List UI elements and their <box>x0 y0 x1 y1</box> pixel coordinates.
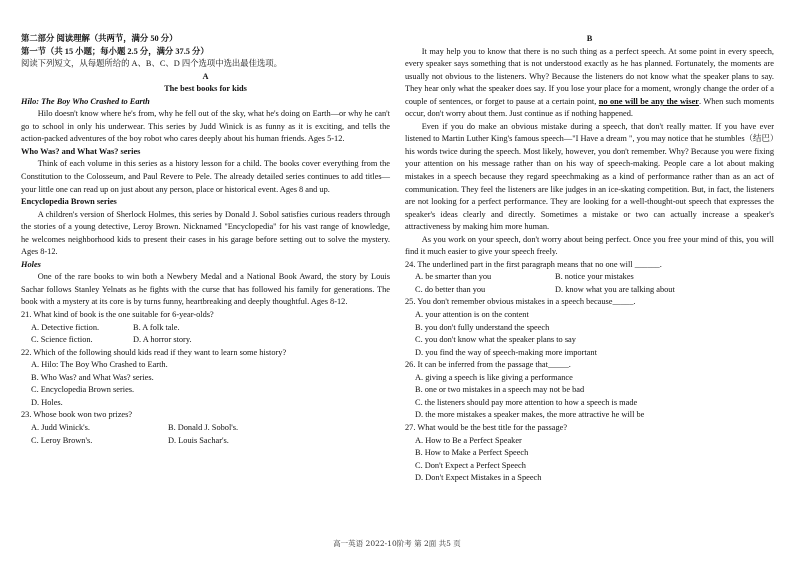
option: B. you don't fully understand the speech <box>415 322 550 332</box>
option: C. do better than you <box>415 284 486 294</box>
option: B. How to Make a Perfect Speech <box>415 448 529 458</box>
paragraph-1 <box>405 46 774 121</box>
left-column <box>21 33 390 447</box>
question-stem: 22. Which of the following should kids read if they want to learn some history? <box>21 347 287 357</box>
option: D. Louis Sachar's. <box>168 435 229 445</box>
option: A. Judd Winick's. <box>31 422 90 432</box>
option: B. one or two mistakes in a speech may not be bad <box>415 385 585 395</box>
option: A. Hilo: The Boy Who Crashed to Earth. <box>31 360 168 370</box>
option: B. Who Was? and What Was? series. <box>31 372 154 382</box>
section-heading: 第一节（共 15 小题；每小题 2.5 分，满分 37.5 分） <box>21 46 209 56</box>
option: A. How to Be a Perfect Speaker <box>415 435 522 445</box>
option: A. Detective fiction. <box>31 322 100 332</box>
passage-letter-b: B <box>586 34 593 43</box>
book-description: One of the rare books to win both a Newbery Medal and a National Book Award, the story by Louis Sachar follows Stanley Yelnats as he fights with the curse that has followed his family for generations. The book with a mystery at its core is by turns funny, heartbreaking and deeply thoughtful. Ages 8-12. <box>21 272 390 307</box>
option-row <box>21 322 390 335</box>
book-title: Encyclopedia Brown series <box>21 197 117 207</box>
option: B. Donald J. Sobol's. <box>168 422 239 432</box>
question-stem: 23. Whose book won two prizes? <box>21 410 133 420</box>
paragraph-1-end: . When such moments occur, don't worry about them. Just continue as if nothing happened. <box>405 96 774 119</box>
option-row <box>405 271 774 284</box>
book-title: Holes <box>21 259 41 269</box>
option: D. know what you are talking about <box>555 284 675 294</box>
passage-letter-a: A <box>202 71 209 81</box>
option: D. you find the way of speech-making more important <box>415 347 597 357</box>
option: C. Encyclopedia Brown series. <box>31 385 135 395</box>
book-description: Think of each volume in this series as a history lesson for a child. The books cover everything from the Constitution to the Colosseum, and Paul Revere to Pele. The already detailed series continues to add titles—your little one can read up on just about any person, place or historical event. Ages 8 and up. <box>21 159 390 194</box>
option: C. the listeners should pay more attention to how a speech is made <box>415 397 638 407</box>
instruction: 阅读下列短文，从每题所给的 A、B、C、D 四个选项中选出最佳选项。 <box>21 59 282 69</box>
question-stem: 24. The underlined part in the first paragraph means that no one will ______. <box>405 259 662 269</box>
option-row <box>21 422 390 435</box>
page-footer: 高一英语 2022-10阶考 第 2面 共5 页 <box>333 539 461 548</box>
paragraph-2: Even if you do make an obvious mistake during a speech, that don't really matter. If you have ever listened to Martin Luther King's famous speech—"I Have a dream ", you may notice that he stumbles（结巴）his words twice during the speech. Most likely, however, you don't remember. Why? Because you were fixing your attention on his message rather than on his way of speech-making. People care a lot about making mistakes in a speech because they regard speechmaking as a kind of performance rather than as an act of communication. They feel the listeners are like judges in an ice-skating competition. But, in fact, the listeners are not looking for a perfect performance. They are looking for a well-thought-out speech that expresses the speaker's ideas clearly and directly. Sometimes a mistake or two can actually increase a speaker's attractiveness by making him more human. <box>405 121 774 232</box>
option: D. Holes. <box>31 397 63 407</box>
option-row <box>21 334 390 347</box>
option: D. Don't Expect Mistakes in a Speech <box>415 473 542 483</box>
option: A. your attention is on the content <box>415 310 529 320</box>
question-stem: 26. It can be inferred from the passage that_____. <box>405 360 571 370</box>
book-title: Who Was? and What Was? series <box>21 146 141 156</box>
paragraph-1-start: It may help you to know that there is no such thing as a perfect speech. At some point in every speech, every speaker says something that is not understood exactly as he has planned. Fortunately, the moments are usually not obvious to the listeners. Why? Because the listeners do not know what the speaker plans to say. They hear only what the speaker does say. If you lose your place for a moment, wrongly change the order of a couple of sentences, or forget to pause at a certain point, <box>405 46 774 106</box>
question-stem: 25. You don't remember obvious mistakes in a speech because_____. <box>405 297 636 307</box>
book-description: A children's version of Sherlock Holmes, this series by Donald J. Sobol satisfies curious readers through the stories of a young detective, Leroy Brown. Nicknamed "Encyclopedia" for his vast range of knowledge, he welcomes neighborhood kids to present their cases in his garage before setting out to solve the mystery. Ages 8-12. <box>21 209 390 257</box>
option: B. notice your mistakes <box>555 272 634 282</box>
book-description: Hilo doesn't know where he's from, why he fell out of the sky, what he's doing on Earth—or why he can't go to school in only his underwear. This series by Judd Winick is as funny as it is exciting, and tells the action-packed adventures of the boy robot who cares deeply about his human friends. Ages 5-12. <box>21 109 390 144</box>
question-stem: 21. What kind of book is the one suitable for 6-year-olds? <box>21 310 214 320</box>
option-row <box>405 284 774 297</box>
option: C. Science fiction. <box>31 335 93 345</box>
option: A. be smarter than you <box>415 272 492 282</box>
passage-title: The best books for kids <box>164 84 247 94</box>
question-stem: 27. What would be the best title for the passage? <box>405 422 568 432</box>
option: A. giving a speech is like giving a performance <box>415 372 573 382</box>
book-title: Hilo: The Boy Who Crashed to Earth <box>21 96 150 106</box>
paragraph-3: As you work on your speech, don't worry about being perfect. Once you free your mind of this, you will find it much easier to give your speech freely. <box>405 234 774 257</box>
underlined-phrase: no one will be any the wiser <box>598 96 699 106</box>
option: C. Leroy Brown's. <box>31 435 93 445</box>
part-heading: 第二部分 阅读理解（共两节，满分 50 分） <box>21 34 178 43</box>
right-column <box>405 33 774 485</box>
option-row <box>21 435 390 448</box>
option: D. the more mistakes a speaker makes, the more attractive he will be <box>415 410 645 420</box>
option: C. Don't Expect a Perfect Speech <box>415 460 526 470</box>
option: D. A horror story. <box>133 335 192 345</box>
option: B. A folk tale. <box>133 322 180 332</box>
option: C. you don't know what the speaker plans to say <box>415 335 576 345</box>
